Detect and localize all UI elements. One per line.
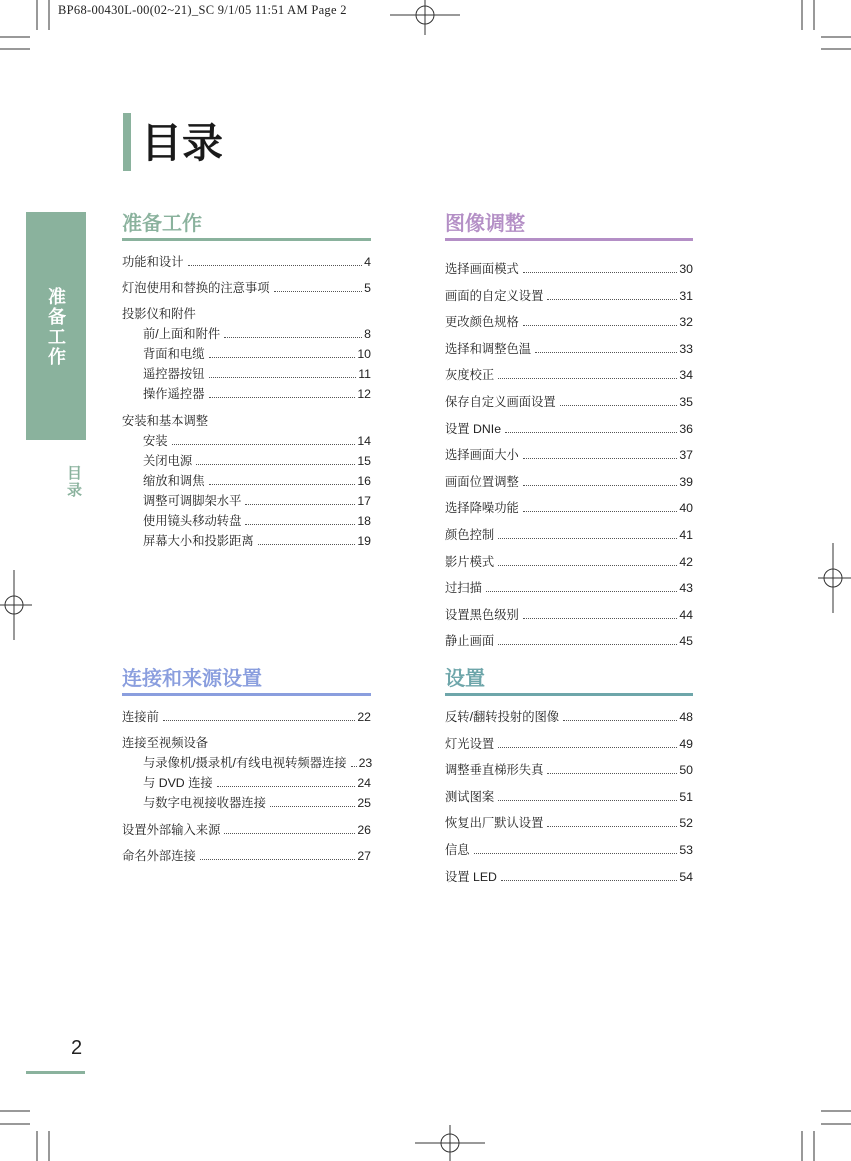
toc-entry-page: 15 (357, 454, 371, 468)
toc-entry-page: 35 (679, 394, 693, 409)
toc-entry[interactable] (122, 773, 371, 793)
toc-entry-page: 26 (357, 823, 371, 837)
section-connect (122, 666, 371, 872)
toc-entry[interactable] (122, 707, 371, 733)
leader-dots (245, 495, 355, 505)
toc-entry-page: 27 (357, 849, 371, 863)
toc-list (445, 707, 693, 893)
toc-entry-title: 灯光设置 (445, 736, 495, 751)
toc-entry-page: 39 (679, 474, 693, 489)
leader-dots (523, 263, 678, 273)
leader-dots (501, 870, 677, 880)
toc-entry-title: 缩放和调焦 (143, 474, 205, 488)
leader-dots (523, 609, 678, 619)
leader-dots (209, 475, 356, 485)
leader-dots (188, 256, 363, 266)
leader-dots (523, 316, 678, 326)
toc-entry-title: 功能和设计 (122, 255, 184, 269)
toc-entry-page: 41 (679, 527, 693, 542)
section-rule (122, 693, 371, 696)
toc-entry-title: 画面的自定义设置 (445, 288, 544, 303)
toc-entry[interactable] (122, 471, 371, 491)
toc-entry[interactable] (122, 324, 371, 344)
section-title: 设置 (445, 668, 485, 690)
toc-entry-title: 背面和电缆 (143, 347, 205, 361)
toc-entry[interactable] (122, 431, 371, 451)
toc-entry-page: 48 (679, 710, 693, 724)
leader-dots (163, 711, 355, 721)
toc-entry-title: 设置 LED (445, 869, 497, 884)
toc-group-heading (122, 411, 371, 431)
toc-entry-title: 投影仪和附件 (122, 307, 196, 321)
toc-entry-page: 18 (357, 514, 371, 528)
leader-dots (498, 635, 677, 645)
title-accent-bar (123, 113, 131, 171)
toc-entry-title: 与数字电视接收器连接 (143, 796, 266, 810)
toc-entry-page: 19 (357, 534, 371, 548)
leader-dots (217, 777, 356, 787)
toc-group-heading (122, 733, 371, 753)
toc-entry-title: 安装 (143, 434, 168, 448)
toc-entry-title: 反转/翻转投射的图像 (445, 710, 560, 724)
toc-entry-title: 设置外部输入来源 (122, 823, 221, 837)
toc-entry[interactable] (445, 605, 693, 632)
toc-entry-title: 画面位置调整 (445, 474, 519, 489)
section-prep (122, 211, 371, 551)
toc-entry-page: 33 (679, 341, 693, 356)
toc-entry[interactable] (122, 252, 371, 278)
section-title: 准备工作 (122, 213, 202, 235)
toc-entry[interactable] (445, 312, 693, 339)
leader-dots (172, 435, 356, 445)
toc-entry-page: 16 (357, 474, 371, 488)
toc-entry-page: 37 (679, 448, 693, 463)
leader-dots (547, 817, 677, 827)
leader-dots (498, 369, 677, 379)
toc-entry[interactable] (445, 787, 693, 814)
toc-entry-page: 51 (679, 789, 693, 804)
leader-dots (196, 455, 355, 465)
toc-entry-title: 命名外部连接 (122, 849, 196, 863)
toc-entry-title: 安装和基本调整 (122, 414, 209, 428)
toc-entry-title: 与录像机/摄录机/有线电视转频器连接 (143, 756, 347, 770)
leader-dots (523, 476, 678, 486)
toc-entry-page: 40 (679, 501, 693, 516)
toc-entry[interactable] (122, 278, 371, 304)
toc-entry-title: 操作遥控器 (143, 387, 205, 401)
section-title: 连接和来源设置 (122, 668, 262, 690)
leader-dots (486, 582, 677, 592)
toc-entry-title: 选择降噪功能 (445, 501, 519, 516)
page-title: 目录 (141, 120, 223, 166)
leader-dots (498, 737, 677, 747)
toc-entry-title: 灰度校正 (445, 368, 495, 383)
leader-dots (498, 555, 677, 565)
toc-entry-page: 43 (679, 581, 693, 596)
toc-entry[interactable] (445, 392, 693, 419)
toc-entry-title: 选择和调整色温 (445, 341, 532, 356)
toc-entry-page: 45 (679, 634, 693, 649)
toc-entry-title: 设置黑色级别 (445, 607, 519, 622)
section-settings (445, 666, 693, 893)
leader-dots (498, 791, 677, 801)
toc-entry-page: 50 (679, 763, 693, 778)
toc-entry-title: 设置 DNIe (445, 421, 502, 436)
toc-entry-page: 49 (679, 736, 693, 751)
toc-entry-page: 31 (679, 288, 693, 303)
toc-entry-title: 调整可调脚架水平 (143, 494, 242, 508)
toc-entry[interactable] (445, 472, 693, 499)
toc-entry-page: 36 (679, 421, 693, 436)
toc-entry[interactable] (445, 734, 693, 761)
toc-entry-title: 使用镜头移动转盘 (143, 514, 242, 528)
toc-entry-page: 8 (364, 327, 371, 341)
leader-dots (474, 844, 678, 854)
toc-entry[interactable] (445, 813, 693, 840)
toc-entry-page: 10 (357, 347, 371, 361)
leader-dots (351, 757, 357, 767)
toc-entry[interactable] (122, 491, 371, 511)
leader-dots (547, 764, 677, 774)
toc-entry[interactable] (122, 793, 371, 820)
leader-dots (535, 343, 677, 353)
toc-entry-page: 22 (357, 710, 371, 724)
leader-dots (523, 449, 678, 459)
toc-entry-title: 颜色控制 (445, 527, 495, 542)
leader-dots (274, 282, 363, 292)
leader-dots (547, 289, 677, 299)
toc-entry-page: 54 (679, 869, 693, 884)
toc-entry-title: 调整垂直梯形失真 (445, 763, 544, 778)
side-tab-label: 准备工作 (46, 287, 66, 367)
leader-dots (209, 368, 357, 378)
toc-entry-title: 连接前 (122, 710, 159, 724)
leader-dots (523, 502, 678, 512)
section-rule (122, 238, 371, 241)
leader-dots (560, 396, 678, 406)
leader-dots (505, 422, 677, 432)
toc-entry-title: 灯泡使用和替换的注意事项 (122, 281, 270, 295)
toc-entry[interactable] (122, 753, 371, 773)
toc-entry-title: 静止画面 (445, 634, 495, 649)
toc-entry[interactable] (445, 840, 693, 867)
toc-entry[interactable] (122, 384, 371, 411)
toc-entry[interactable] (445, 578, 693, 605)
toc-entry-page: 14 (357, 434, 371, 448)
toc-list (122, 252, 371, 551)
toc-entry-page: 53 (679, 842, 693, 857)
toc-entry[interactable] (445, 286, 693, 313)
toc-entry-page: 23 (358, 756, 373, 770)
toc-entry[interactable] (445, 760, 693, 787)
leader-dots (209, 348, 356, 358)
toc-entry[interactable] (445, 419, 693, 446)
side-tab-sub-label: 目录 (65, 465, 82, 499)
toc-entry[interactable] (445, 525, 693, 552)
section-image (445, 211, 693, 658)
toc-entry-title: 与 DVD 连接 (143, 776, 213, 790)
section-rule (445, 693, 693, 696)
toc-entry-title: 选择画面大小 (445, 448, 519, 463)
toc-entry-page: 34 (679, 368, 693, 383)
toc-entry-page: 42 (679, 554, 693, 569)
page-number-rule (26, 1071, 85, 1074)
toc-list (122, 707, 371, 872)
page-number: 2 (71, 1037, 83, 1059)
toc-entry-title: 测试图案 (445, 789, 495, 804)
toc-entry[interactable] (122, 846, 371, 872)
toc-entry[interactable] (445, 339, 693, 366)
toc-list (445, 259, 693, 658)
toc-entry-title: 前/上面和附件 (143, 327, 221, 341)
toc-entry[interactable] (445, 631, 693, 658)
toc-entry-page: 17 (357, 494, 371, 508)
toc-entry[interactable] (122, 451, 371, 471)
leader-dots (258, 535, 356, 545)
leader-dots (224, 328, 362, 338)
toc-entry-page: 44 (679, 607, 693, 622)
toc-entry[interactable] (122, 511, 371, 531)
toc-entry[interactable] (122, 344, 371, 364)
toc-entry[interactable] (122, 531, 371, 551)
toc-entry-page: 25 (357, 796, 371, 810)
toc-entry[interactable] (122, 820, 371, 846)
section-title: 图像调整 (445, 213, 525, 235)
toc-entry[interactable] (122, 364, 371, 384)
toc-entry-page: 4 (364, 255, 371, 269)
leader-dots (498, 529, 677, 539)
toc-entry-title: 连接至视频设备 (122, 736, 209, 750)
toc-entry-title: 选择画面模式 (445, 262, 519, 276)
toc-entry[interactable] (445, 867, 693, 894)
toc-entry[interactable] (445, 552, 693, 579)
toc-entry-page: 32 (679, 315, 693, 330)
toc-group-heading (122, 304, 371, 324)
toc-entry-title: 过扫描 (445, 581, 482, 596)
toc-entry-page: 5 (364, 281, 371, 295)
leader-dots (224, 824, 355, 834)
toc-entry-title: 影片模式 (445, 554, 495, 569)
toc-entry-page: 30 (679, 262, 693, 276)
toc-entry-title: 更改颜色规格 (445, 315, 519, 330)
toc-entry[interactable] (445, 707, 693, 734)
toc-entry-title: 遥控器按钮 (143, 367, 205, 381)
toc-entry[interactable] (445, 365, 693, 392)
leader-dots (245, 515, 355, 525)
toc-entry-title: 恢复出厂默认设置 (445, 816, 544, 831)
toc-entry-title: 关闭电源 (143, 454, 193, 468)
leader-dots (270, 797, 355, 807)
toc-entry-page: 12 (357, 387, 371, 401)
leader-dots (200, 850, 356, 860)
toc-entry-title: 屏幕大小和投影距离 (143, 534, 254, 548)
toc-entry[interactable] (445, 445, 693, 472)
toc-entry[interactable] (445, 498, 693, 525)
print-header: BP68-00430L-00(02~21)_SC 9/1/05 11:51 AM Page 2 (58, 3, 347, 17)
toc-entry-page: 11 (358, 367, 371, 381)
toc-entry[interactable] (445, 259, 693, 286)
toc-entry-page: 24 (357, 776, 371, 790)
toc-entry-page: 52 (679, 816, 693, 831)
toc-entry-title: 保存自定义画面设置 (445, 394, 556, 409)
toc-entry-title: 信息 (445, 842, 470, 857)
leader-dots (209, 388, 356, 398)
leader-dots (563, 711, 677, 721)
section-rule (445, 238, 693, 241)
